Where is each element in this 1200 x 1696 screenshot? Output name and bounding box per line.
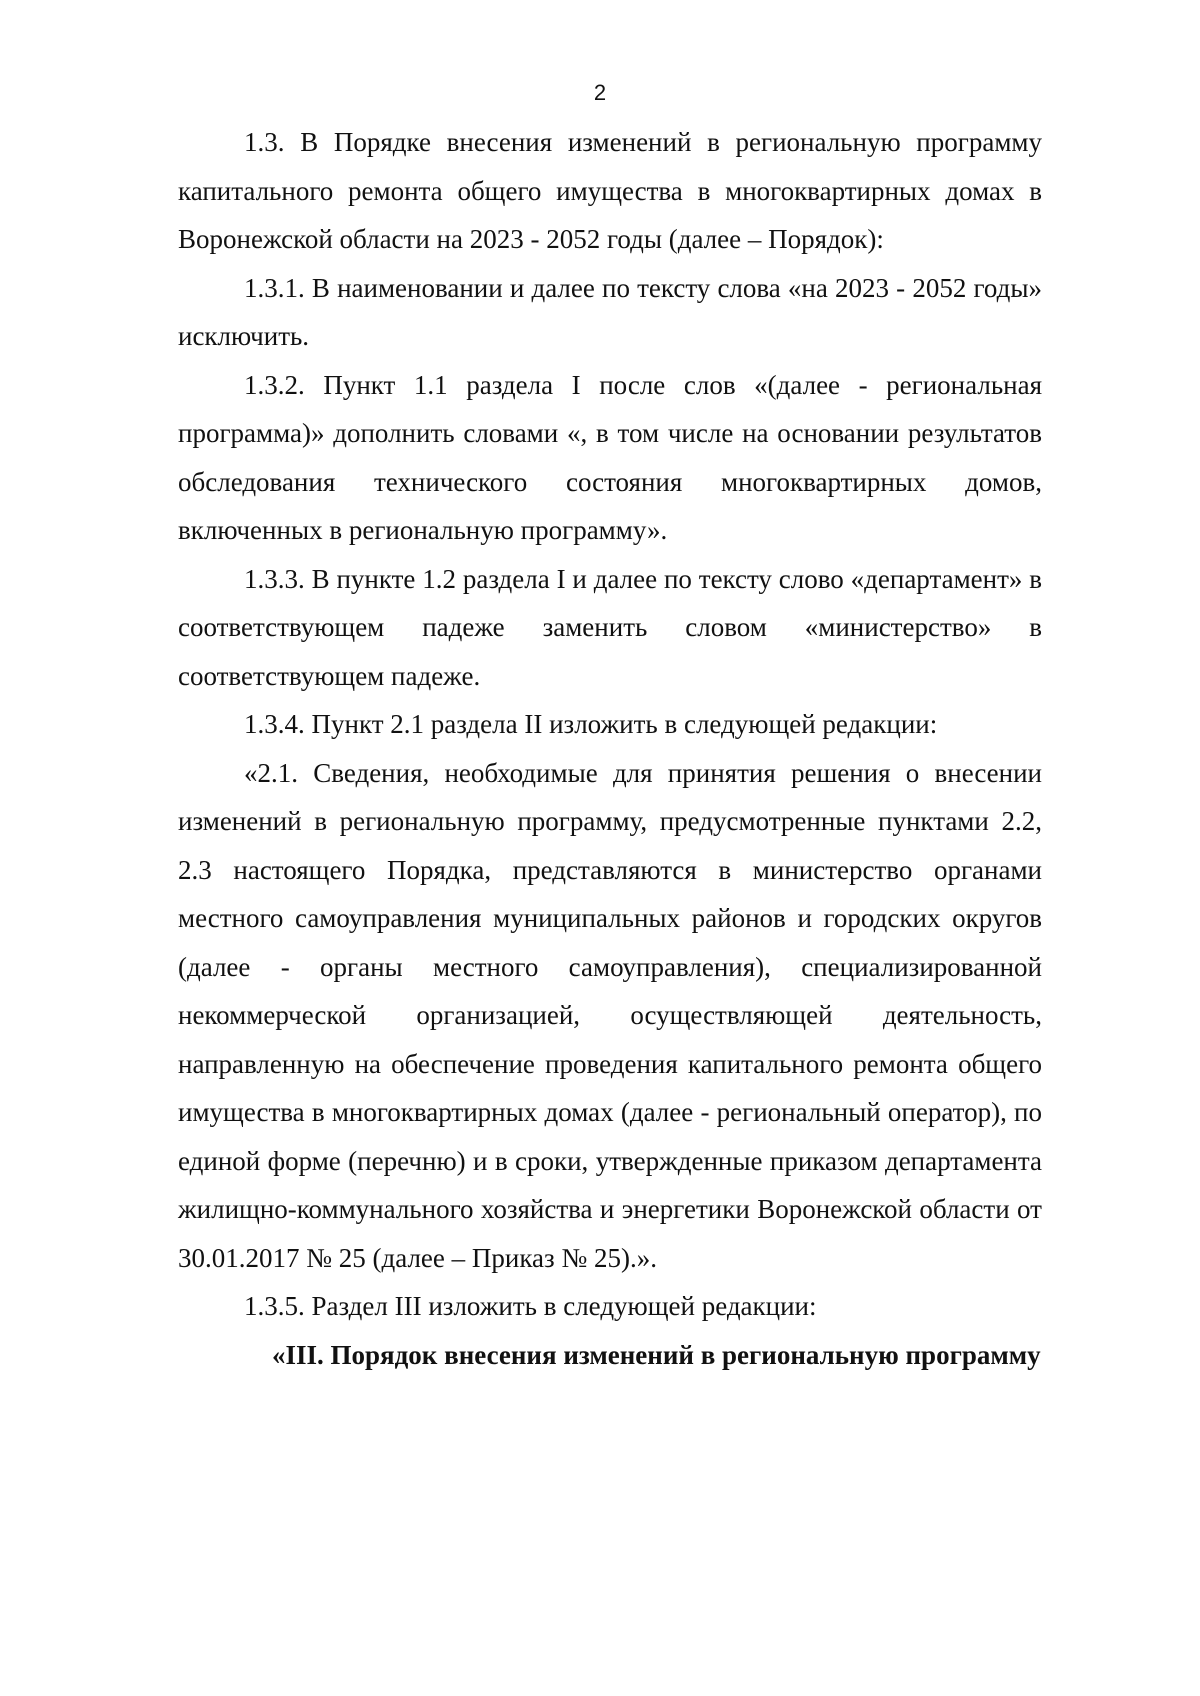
section-heading: «III. Порядок внесения изменений в региональную программу bbox=[272, 1339, 1041, 1370]
paragraph-1-3-5: 1.3.5. Раздел III изложить в следующей редакции: bbox=[244, 1291, 817, 1321]
paragraph-1-3-2: 1.3.2. Пункт 1.1 раздела I после слов «(далее - региональная программа)» дополнить словами «, в том числе на основании результатов обследования технического состояния многоквартирных домов, включенных в региональную программу». bbox=[178, 369, 1042, 545]
paragraph-1-3-4: 1.3.4. Пункт 2.1 раздела II изложить в следующей редакции: bbox=[244, 709, 938, 739]
paragraph-1-3-1: 1.3.1. В наименовании и далее по тексту слова «на 2023 - 2052 годы» исключить. bbox=[178, 272, 1042, 351]
paragraph-1-3-3: 1.3.3. В пункте 1.2 раздела I и далее по тексту слово «департамент» в соответствующем падеже заменить словом «министерство» в соответствующем падеже. bbox=[178, 563, 1042, 691]
page-number: 2 bbox=[593, 80, 607, 105]
document-body bbox=[178, 118, 1042, 1379]
paragraph-2-1-quote: «2.1. Сведения, необходимые для принятия решения о внесении изменений в региональную программу, предусмотренные пунктами 2.2, 2.3 настоящего Порядка, представляются в министерство органами местного самоуправления муниципальных районов и городских округов (далее - органы местного самоуправления), специализированной некоммерческой организацией, осуществляющей деятельность, направленную на обеспечение проведения капитального ремонта общего имущества в многоквартирных домах (далее - региональный оператор), по единой форме (перечню) и в сроки, утвержденные приказом департамента жилищно-коммунального хозяйства и энергетики Воронежской области от 30.01.2017 № 25 (далее – Приказ № 25).». bbox=[178, 757, 1042, 1273]
paragraph-1-3: 1.3. В Порядке внесения изменений в региональную программу капитального ремонта общего имущества в многоквартирных домах в Воронежской области на 2023 - 2052 годы (далее – Порядок): bbox=[178, 127, 1042, 254]
